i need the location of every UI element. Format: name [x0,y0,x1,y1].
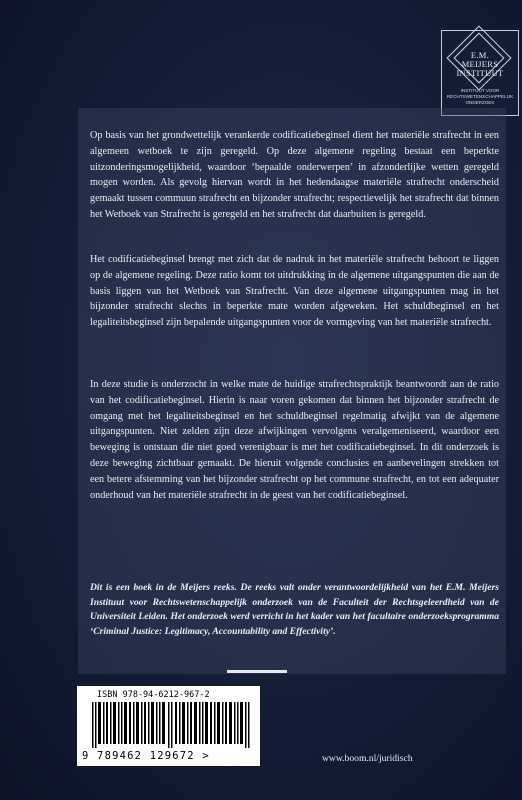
publisher-website: www.boom.nl/juridisch [322,753,413,764]
barcode-digits: 9 789462 129672 > [82,750,210,762]
blurb-paragraph-2: Het codificatiebeginsel brengt met zich dat de nadruk in het materiële strafrecht behoort te liggen op de algemene regeling. Deze ratio komt tot uitdrukking in de algemene uitgangspunten die aan de basis liggen van het Wetboek van Strafrecht. Van deze algemene uitgangspunten mag in het bijzonder strafrecht slechts in beperkte mate worden afgeweken. Het schuldbeginsel en het legaliteitsbeginsel zijn bepalende uitgangspunten voor de vormgeving van het materiële strafrecht. [90,254,499,329]
logo-subtitle [444,88,516,106]
divider-bar [227,670,287,673]
logo-sub-line3: ONDERZOEK [465,100,495,105]
logo-name-line2: MEIJERS [461,59,499,69]
barcode-bars [92,702,252,748]
logo-name-line3: INSTITUUT [456,68,504,78]
series-note: Dit is een boek in de Meijers reeks. De reeks valt onder verantwoordelijkheid van het E.M. Meijers Instituut voor Rechtswetenschappelijk onderzoek van de Faculteit der Rechtsgeleerdheid van de Universiteit Leiden. Het onderzoek werd verricht in het kader van het facultaire onderzoeksprogramma ‘Criminal Justice: Legitimacy, Accountability and Effectivity’. [90,582,499,637]
logo-name-line1: E.M. [470,50,490,60]
blurb-paragraph-1: Op basis van het grondwettelijk verankerde codificatiebeginsel dient het materiële strafrecht in een algemeen wetboek te zijn geregeld. Op deze algemene regeling bestaat een beperkte uitzonderingsmogelijkheid, waardoor ‘bepaalde onderwerpen’ in afzonderlijke wetten geregeld mogen worden. Als gevolg hiervan wordt in het hedendaagse materiële strafrecht onderscheid gemaakt tussen commuun strafrecht en bijzonder strafrecht; respectievelijk het strafrecht dat binnen het Wetboek van Strafrecht is geregeld en het strafrecht dat daarbuiten is geregeld. [90,130,499,220]
isbn-text: ISBN 978-94-6212-967-2 [97,690,210,700]
blurb-paragraph-3: In deze studie is onderzocht in welke mate de huidige strafrechtspraktijk beantwoordt aan de ratio van het codificatiebeginsel. Hierin is naar voren gekomen dat binnen het bijzonder strafrecht de omgang met het legaliteitsbeginsel en het schuldbeginsel regelmatig afwijkt van de algemene uitgangspunten. Niet zelden zijn deze afwijkingen vervolgens veralgemeniseerd, waardoor een beweging is ontstaan die niet goed verenigbaar is met het codificatiebeginsel. In dit onderzoek is deze beweging zichtbaar gemaakt. De hieruit volgende conclusies en aanbevelingen strekken tot een betere afstemming van het bijzonder strafrecht op het commune strafrecht, en tot een adequater onderhoud van het materiële strafrecht in de geest van het codificatiebeginsel. [90,379,499,501]
logo-name [442,51,518,78]
logo-sub-line1: INSTITUUT VOOR [460,88,500,93]
logo-sub-line2: RECHTSWETENSCHAPPELIJK [446,94,514,99]
meijers-institute-logo [441,30,519,116]
